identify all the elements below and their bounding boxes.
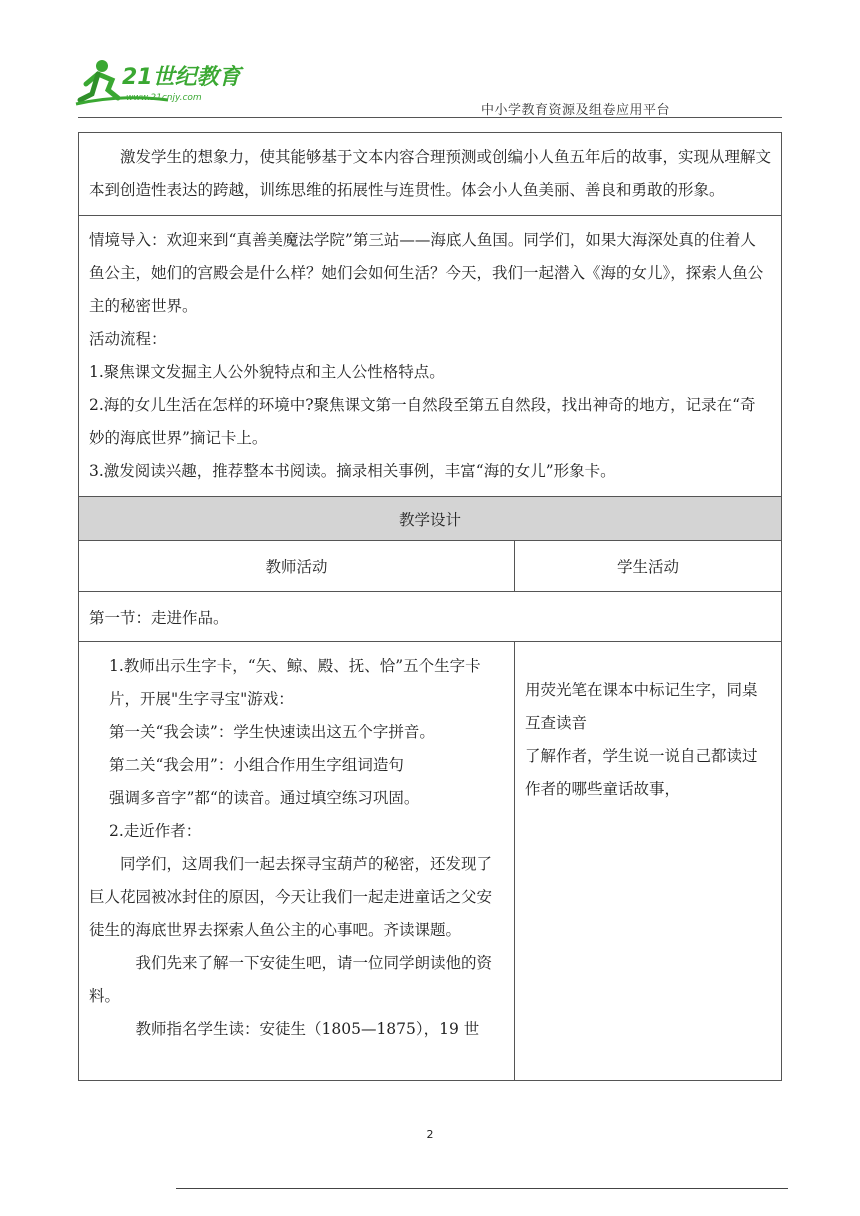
student-activity — [515, 642, 781, 1080]
student-column-header: 学生活动 — [616, 558, 679, 576]
header-tagline: 中小学教育资源及组卷应用平台 — [481, 103, 671, 118]
teacher-p3: 第二关“我会用”：小组合作用生字组词造句 — [109, 756, 404, 774]
student-p1: 用荧光笔在课本中标记生字，同桌互查读音 — [525, 681, 758, 732]
flow-step-1: 1.聚焦课文发掘主人公外貌特点和主人公性格特点。 — [89, 363, 445, 381]
teacher-p7: 我们先来了解一下安徒生吧，请一位同学朗读他的资料。 — [89, 954, 493, 1005]
flow-step-3: 3.激发阅读兴趣，推荐整本书阅读。摘录相关事例，丰富“海的女儿”形象卡。 — [89, 462, 616, 480]
flow-label: 活动流程： — [89, 330, 167, 348]
21cnjy-logo — [72, 54, 252, 110]
header-divider — [78, 117, 782, 118]
student-p2: 了解作者，学生说一说自己都读过作者的哪些童话故事， — [525, 747, 758, 798]
section-title: 第一节：走进作品。 — [79, 592, 781, 642]
teacher-p2: 第一关“我会读”：学生快速读出这五个字拼音。 — [109, 723, 435, 741]
logo-url: www.21cnjy.com — [126, 93, 202, 103]
teacher-column-header: 教师活动 — [79, 541, 515, 591]
teacher-p8: 教师指名学生读：安徒生（1805—1875），19 世 — [135, 1020, 480, 1038]
teacher-activity — [79, 642, 515, 1080]
footer-divider — [176, 1188, 788, 1189]
page-number: 2 — [426, 1128, 434, 1141]
teacher-p4: 强调多音字”都“的读音。通过填空练习巩固。 — [109, 789, 420, 807]
lesson-table — [78, 132, 782, 1081]
logo-text: 21世纪教育 — [122, 65, 241, 90]
activity-row — [79, 642, 781, 1080]
situation-text: 情境导入：欢迎来到“真善美魔法学院”第三站——海底人鱼国。同学们，如果大海深处真的住着人鱼公主，她们的宫殿会是什么样？她们会如何生活？今天，我们一起潜入《海的女儿》，探索人鱼公主的秘密世界。 — [89, 231, 764, 315]
teacher-p1: 1.教师出示生字卡，“矢、鲸、殿、抚、恰”五个生字卡片，开展"生字寻宝"游戏： — [109, 657, 481, 708]
teacher-p6: 同学们，这周我们一起去探寻宝葫芦的秘密，还发现了巨人花园被冰封住的原因，今天让我们一起走进童话之父安徒生的海底世界去探索人鱼公主的心事吧。齐读课题。 — [89, 855, 493, 939]
column-header-row — [79, 541, 781, 592]
page-header — [0, 0, 860, 132]
design-header: 教学设计 — [79, 497, 781, 541]
flow-step-2: 2.海的女儿生活在怎样的环境中?聚焦课文第一自然段至第五自然段，找出神奇的地方，记录在“奇妙的海底世界”摘记卡上。 — [89, 396, 756, 447]
intro-row — [79, 216, 781, 497]
teacher-p5: 2.走近作者： — [109, 822, 202, 840]
goal-row: 激发学生的想象力，使其能够基于文本内容合理预测或创编小人鱼五年后的故事，实现从理解文本到创造性表达的跨越，训练思维的拓展性与连贯性。体会小人鱼美丽、善良和勇敢的形象。 — [79, 133, 781, 216]
